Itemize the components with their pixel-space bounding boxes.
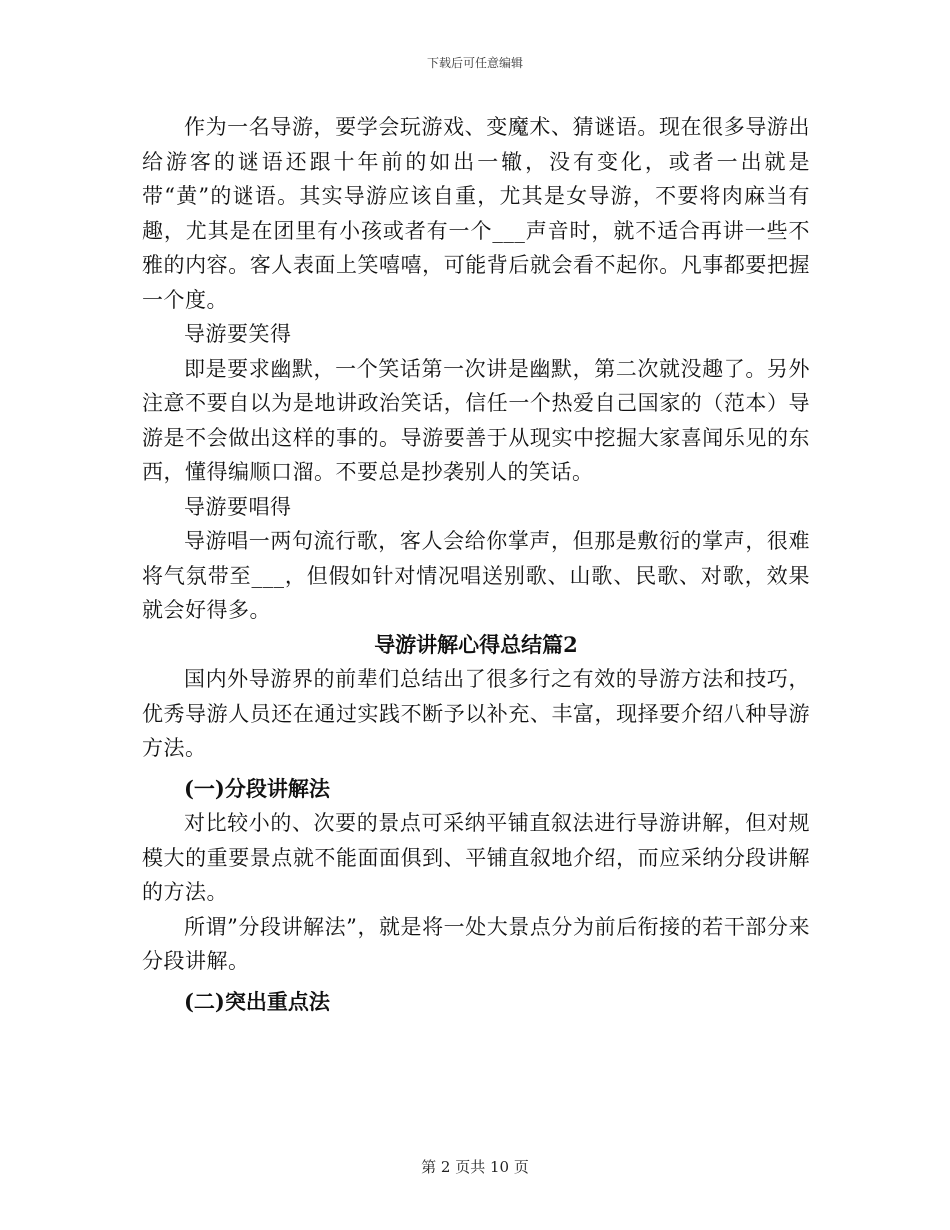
paragraph: 所谓”分段讲解法”，就是将一处大景点分为前后衔接的若干部分来分段讲解。 bbox=[142, 914, 810, 973]
paragraph: 国内外导游界的前辈们总结出了很多行之有效的导游方法和技巧，优秀导游人员还在通过实践不断予以补充、丰富，现择要介绍八种导游方法。 bbox=[142, 667, 810, 760]
paragraph: 即是要求幽默，一个笑话第一次讲是幽默，第二次就没趣了。另外注意不要自以为是地讲政治笑话，信任一个热爱自己国家的（范本）导游是不会做出这样的事的。导游要善于从现实中挖掘大家喜闻乐见的东西，懂得编顺口溜。不要总是抄袭别人的笑话。 bbox=[142, 356, 810, 484]
paragraph: 对比较小的、次要的景点可采纳平铺直叙法进行导游讲解，但对规模大的重要景点就不能面面俱到、平铺直叙地介绍，而应采纳分段讲解的方法。 bbox=[142, 811, 810, 904]
document-body bbox=[142, 110, 810, 1019]
paragraph: 作为一名导游，要学会玩游戏、变魔术、猜谜语。现在很多导游出给游客的谜语还跟十年前的如出一辙，没有变化，或者一出就是带“黄”的谜语。其实导游应该自重，尤其是女导游，不要将肉麻当有趣，尤其是在团里有小孩或者有一个___声音时，就不适合再讲一些不雅的内容。客人表面上笑嘻嘻，可能背后就会看不起你。凡事都要把握一个度。 bbox=[142, 115, 810, 312]
paragraph: 导游唱一两句流行歌，客人会给你掌声，但那是敷衍的掌声，很难将气氛带至___，但假如针对情况唱送别歌、山歌、民歌、对歌，效果就会好得多。 bbox=[142, 529, 810, 622]
subsection-heading: (二)突出重点法 bbox=[184, 988, 330, 1014]
page-header: 下载后可任意编辑 bbox=[426, 56, 523, 70]
subsection-heading: (一)分段讲解法 bbox=[184, 775, 330, 801]
page-footer: 第 2 页共 10 页 bbox=[421, 1158, 529, 1176]
paragraph-label: 导游要唱得 bbox=[184, 494, 292, 519]
section-heading: 导游讲解心得总结篇2 bbox=[374, 631, 578, 657]
paragraph-label: 导游要笑得 bbox=[184, 322, 292, 346]
